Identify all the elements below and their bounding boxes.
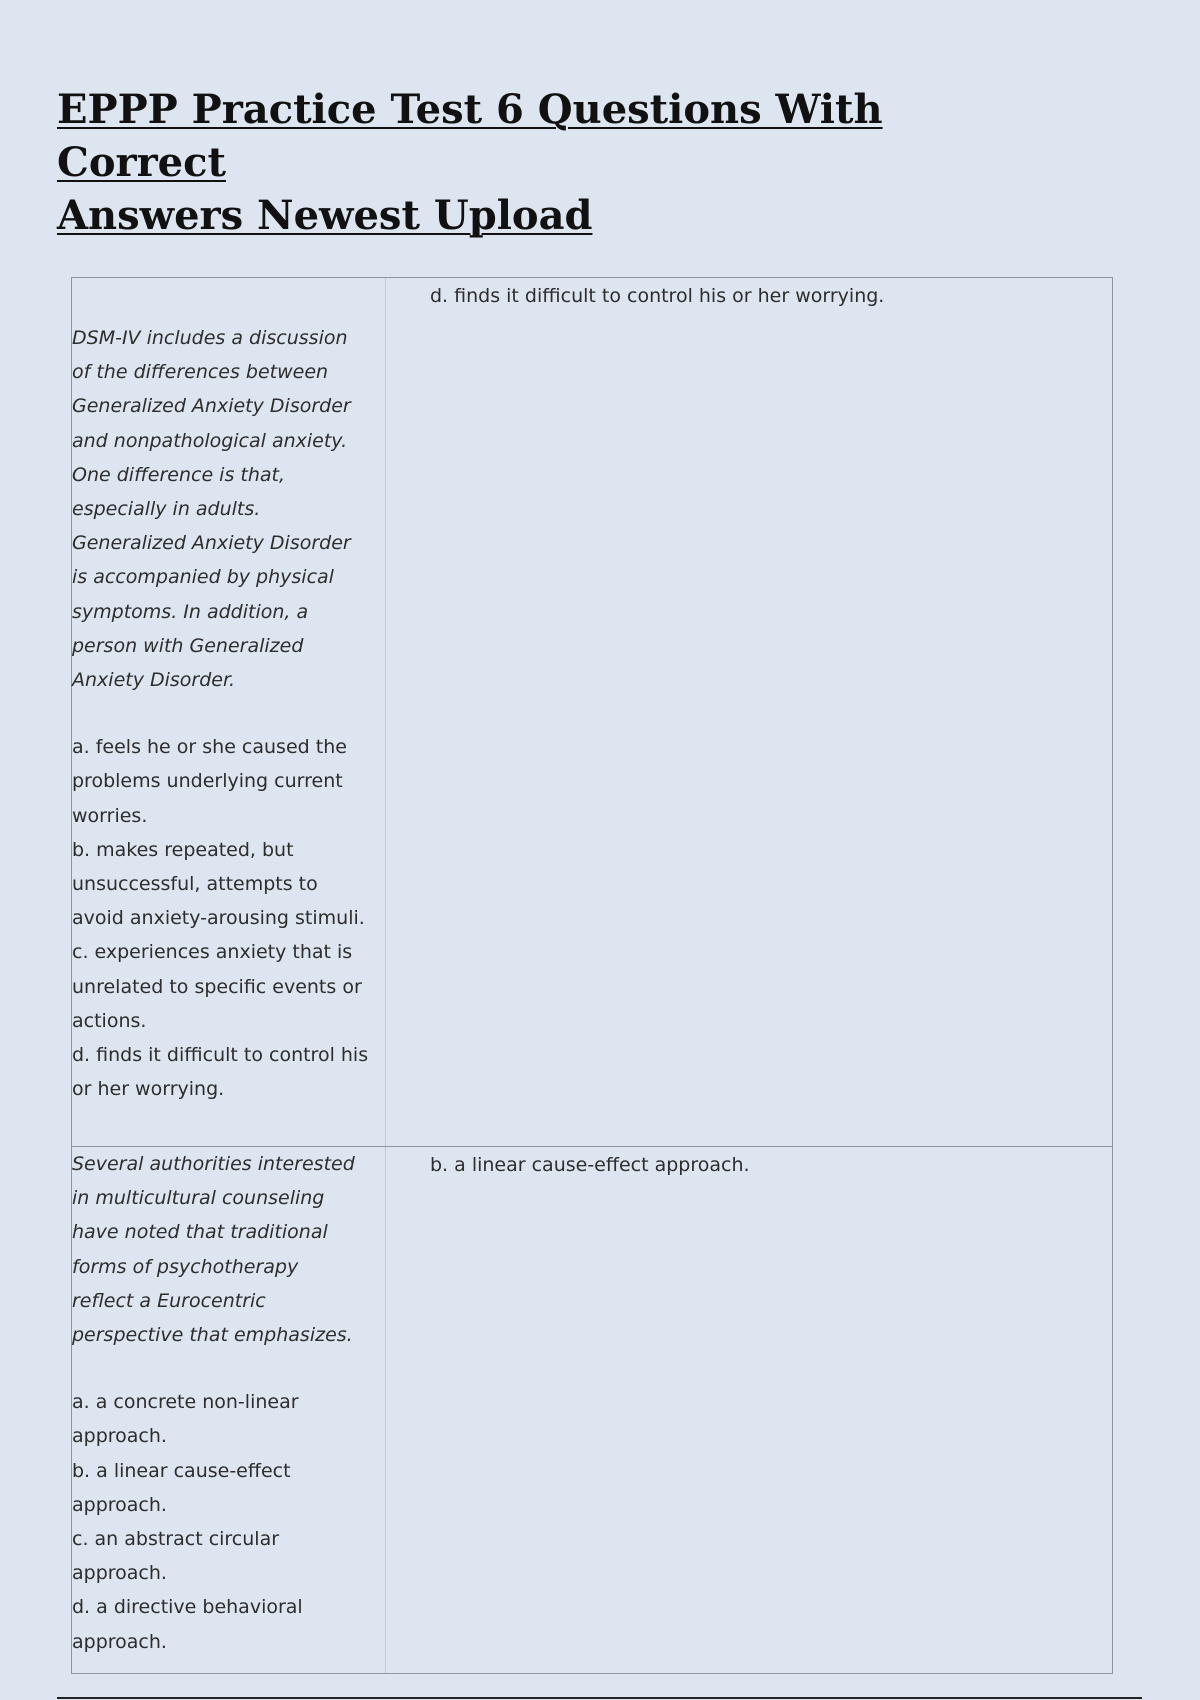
question-options: a. a concrete non-linear approach. b. a linear cause-effect approach. c. an abstract circular approach. d. a directive behavioral approach. [72, 1391, 303, 1653]
table-row [72, 1147, 1112, 1673]
question-answer-table [71, 277, 1113, 1674]
question-stem: DSM-IV includes a discussion of the differences between Generalized Anxiety Disorder and nonpathological anxiety. One difference is that, especially in adults. Generalized Anxiety Disorder is accompanied by physical symptoms. In addition, a person with Generalized Anxiety Disorder. [72, 327, 351, 692]
answer-cell: b. a linear cause-effect approach. [430, 1154, 750, 1176]
document-title-line-1: EPPP Practice Test 6 Questions With Correct [57, 86, 883, 186]
column-divider [385, 278, 386, 1146]
column-divider [385, 1147, 386, 1673]
answer-cell: d. finds it difficult to control his or her worrying. [430, 285, 885, 307]
question-cell [72, 1147, 372, 1659]
table-row [72, 278, 1112, 1147]
question-stem: Several authorities interested in multicultural counseling have noted that traditional forms of psychotherapy reflect a Eurocentric perspective that emphasizes. [72, 1153, 355, 1347]
document-title [57, 83, 1057, 242]
page-bottom-rule [57, 1697, 1142, 1699]
question-options: a. feels he or she caused the problems underlying current worries. b. makes repeated, but unsuccessful, attempts to avoid anxiety-arousing stimuli. c. experiences anxiety that is unrelated to specific events or actions. d. finds it difficult to control his or her worrying. [72, 736, 369, 1101]
question-cell [72, 321, 372, 1106]
document-title-line-2: Answers Newest Upload [57, 192, 593, 239]
